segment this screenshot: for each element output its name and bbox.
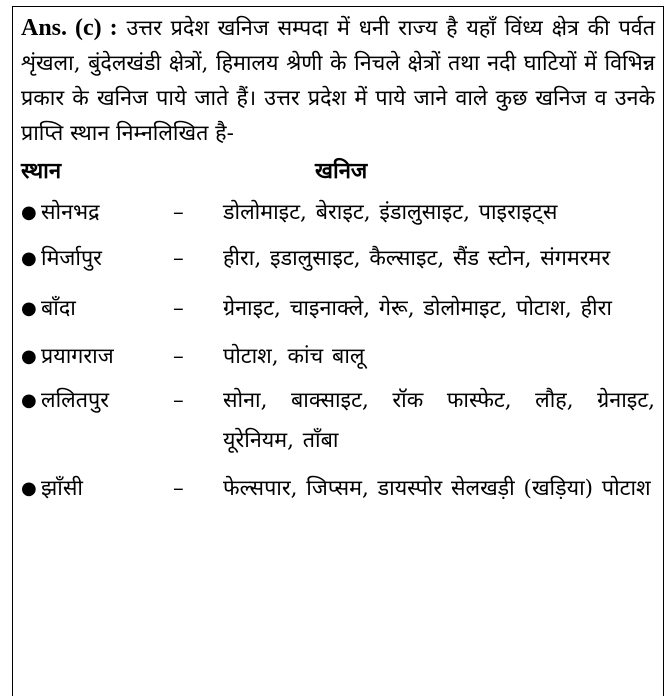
mineral-list: पोटाश, कांच बालू (223, 344, 365, 369)
bullet-icon: ● (21, 298, 37, 319)
table-row (13, 381, 663, 461)
place-name: प्रयागराज (41, 344, 114, 369)
dash: – (173, 476, 184, 501)
answer-text: उत्तर प्रदेश खनिज सम्पदा में धनी राज्य है यहाँ विंध्य क्षेत्र की पर्वत शृंखला, बुंदेलखंडी क्षेत्रों, हिमालय श्रेणी के निचले क्षेत्रों तथा नदी घाटियों में विभिन्न प्रकार के खनिज पाये जाते हैं। उत्तर प्रदेश में पाये जाने वाले कुछ खनिज व उनके प्राप्ति स्थान निम्नलिखित है- (21, 16, 655, 146)
bullet-icon: ● (21, 346, 37, 367)
answer-label: Ans. (c) : (21, 15, 118, 41)
table-row (13, 289, 663, 329)
place-name: झाँसी (41, 476, 83, 501)
answer-box (12, 6, 664, 696)
table-row (13, 337, 663, 377)
dash: – (173, 296, 184, 321)
mineral-list: हीरा, इडालुसाइट, कैल्साइट, सैंड स्टोन, संगमरमर (223, 246, 611, 271)
table-row (13, 469, 663, 509)
dash: – (173, 344, 184, 369)
bullet-icon: ● (21, 248, 37, 269)
dash: – (173, 246, 184, 271)
bullet-icon: ● (21, 478, 37, 499)
header-minerals: खनिज (315, 158, 368, 184)
mineral-list: फेल्सपार, जिप्सम, डायस्पोर सेलखड़ी (खड़िया) पोटाश (223, 476, 651, 501)
mineral-list: ग्रेनाइट, चाइनाक्ले, गेरू, डोलोमाइट, पोटाश, हीरा (223, 296, 612, 321)
bullet-icon: ● (21, 390, 37, 411)
mineral-list: सोना, बाक्साइट, रॉक फास्फेट, लौह, ग्रेनाइट, यूरेनियम, ताँबा (223, 388, 655, 453)
dash: – (173, 200, 184, 225)
bullet-icon: ● (21, 202, 37, 223)
table-header (13, 151, 663, 189)
place-name: सोनभद्र (41, 200, 100, 225)
answer-paragraph (13, 7, 663, 151)
header-place: स्थान (21, 158, 62, 184)
place-name: बाँदा (41, 296, 76, 321)
place-name: मिर्जापुर (41, 246, 102, 271)
place-name: ललितपुर (41, 388, 109, 413)
table-row (13, 239, 663, 279)
table-row (13, 193, 663, 233)
mineral-list: डोलोमाइट, बेराइट, इंडालुसाइट, पाइराइट्स (223, 200, 558, 225)
dash: – (173, 388, 184, 413)
